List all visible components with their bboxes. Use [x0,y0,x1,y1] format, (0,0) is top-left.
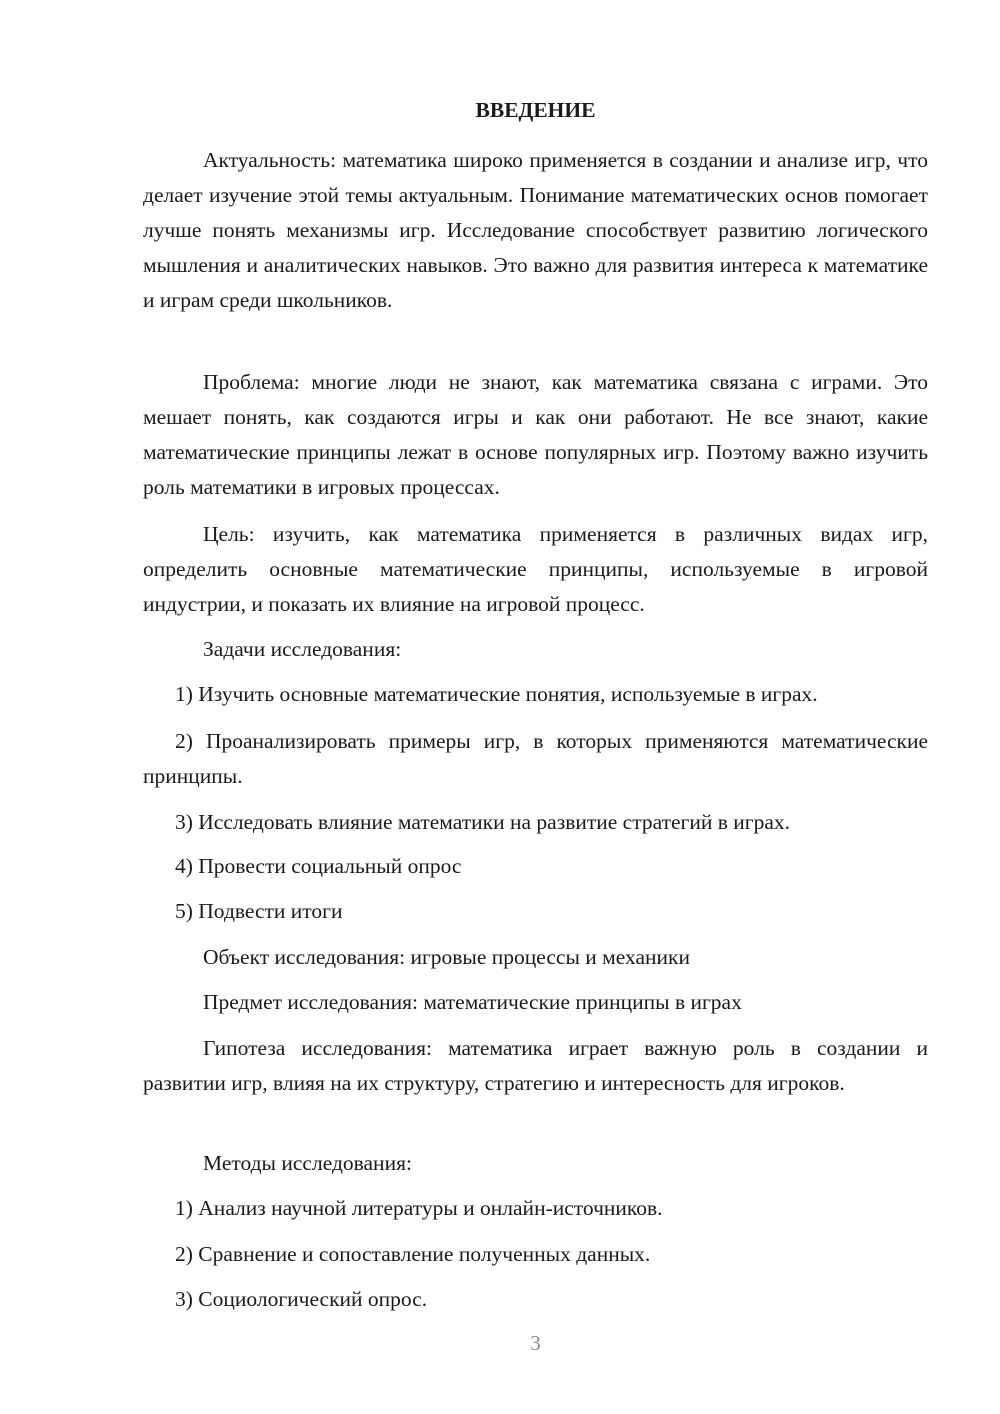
tasks-title: Задачи исследования: [203,637,402,661]
task-item-1-block [143,677,928,712]
task-item-2-block [143,724,928,794]
hypothesis-paragraph: Гипотеза исследования: математика играет важную роль в создании и развитии игр, влияя на их структуру, стратегию и интересность для игроков. [143,1036,928,1095]
relevance-paragraph-block [143,143,928,318]
method-item: 3) Социологический опрос. [175,1287,428,1311]
method-item-3-block [143,1282,928,1317]
task-item: 5) Подвести итоги [175,899,343,923]
methods-title: Методы исследования: [203,1151,412,1175]
task-item-4-block [143,849,928,884]
object-paragraph-block [143,940,928,975]
task-item-3-block [143,805,928,840]
task-item: 3) Исследовать влияние математики на развитие стратегий в играх. [175,810,791,834]
method-item-1-block [143,1191,928,1226]
method-item: 2) Сравнение и сопоставление полученных данных. [175,1242,651,1266]
problem-paragraph: Проблема: многие люди не знают, как математика связана с играми. Это мешает понять, как создаются игры и как они работают. Не все знают, какие математические принципы лежат в основе популярных игр. Поэтому важно изучить роль математики в игровых процессах. [143,370,928,499]
method-item-2-block [143,1237,928,1272]
task-item: 1) Изучить основные математические понятия, используемые в играх. [175,682,818,706]
relevance-paragraph: Актуальность: математика широко применяется в создании и анализе игр, что делает изучение этой темы актуальным. Понимание математических основ помогает лучше понять механизмы игр. Исследование способствует развитию логического мышления и аналитических навыков. Это важно для развития интереса к математике и играм среди школьников. [143,148,928,312]
object-paragraph: Объект исследования: игровые процессы и механики [203,945,691,969]
method-item: 1) Анализ научной литературы и онлайн-источников. [175,1196,663,1220]
goal-paragraph: Цель: изучить, как математика применяется в различных видах игр, определить основные математические принципы, используемые в игровой индустрии, и показать их влияние на игровой процесс. [143,522,928,616]
task-item-5-block [143,894,928,929]
goal-paragraph-block [143,517,928,622]
methods-title-block [143,1146,928,1181]
subject-paragraph-block [143,985,928,1020]
hypothesis-paragraph-block [143,1031,928,1101]
page-title: ВВЕДЕНИЕ [475,98,596,122]
subject-paragraph: Предмет исследования: математические принципы в играх [203,990,742,1014]
page-number: 3 [530,1331,541,1355]
problem-paragraph-block [143,365,928,505]
task-item: 2) Проанализировать примеры игр, в которых применяются математические принципы. [143,729,928,788]
document-page [143,0,928,1414]
tasks-title-block [143,632,928,667]
task-item: 4) Провести социальный опрос [175,854,462,878]
